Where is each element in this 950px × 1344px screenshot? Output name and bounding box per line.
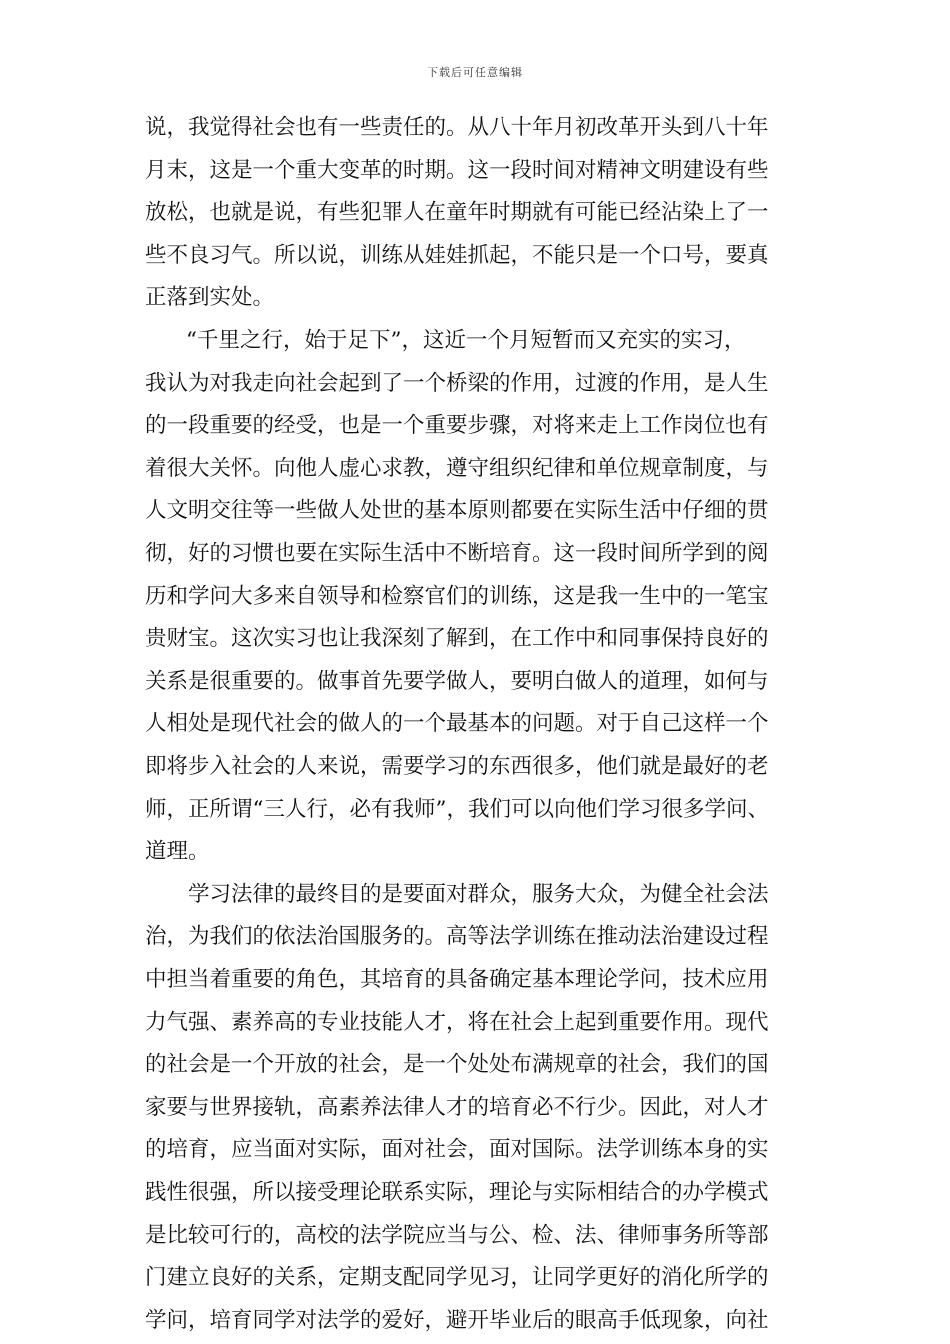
text-line: 治，为我们的依法治国服务的。高等法学训练在推动法治建设过程 — [145, 924, 769, 950]
text-line: 学习法律的最终目的是要面对群众，服务大众，为健全社会法 — [188, 881, 769, 907]
text-line: 人相处是现代社会的做人的一个最基本的问题。对于自己这样一个 — [145, 711, 769, 737]
text-line: 说，我觉得社会也有一些责任的。从八十年月初改革开头到八十年 — [145, 115, 769, 140]
text-line: “千里之行，始于足下”，这近一个月短暂而又充实的实习， — [186, 328, 746, 353]
text-line: 的社会是一个开放的社会，是一个处处布满规章的社会，我们的国 — [145, 1052, 769, 1078]
text-line: 贵财宝。这次实习也让我深刻了解到，在工作中和同事保持良好的 — [145, 626, 769, 652]
text-line: 着很大关怀。向他人虚心求教，遵守组织纪律和单位规章制度，与 — [145, 455, 769, 481]
text-line: 关系是很重要的。做事首先要学做人，要明白做人的道理，如何与 — [145, 668, 769, 694]
text-line: 家要与世界接轨，高素养法律人才的培育必不行少。因此，对人才 — [145, 1094, 769, 1120]
text-line: 的一段重要的经受，也是一个重要步骤，对将来走上工作岗位也有 — [145, 413, 769, 439]
page-header: 下载后可任意编辑 — [427, 66, 523, 79]
text-line: 彻，好的习惯也要在实际生活中不断培育。这一段时间所学到的阅 — [145, 541, 769, 566]
text-line: 人文明交往等一些做人处世的基本原则都要在实际生活中仔细的贯 — [145, 498, 769, 524]
text-line: 道理。 — [145, 839, 210, 865]
text-line: 放松，也就是说，有些犯罪人在童年时期就有可能已经沾染上了一 — [145, 200, 769, 226]
text-line: 的培育，应当面对实际，面对社会，面对国际。法学训练本身的实 — [145, 1137, 769, 1163]
text-line: 正落到实处。 — [145, 285, 275, 311]
text-line: 是比较可行的，高校的法学院应当与公、检、法、律师事务所等部 — [145, 1222, 769, 1248]
text-line: 力气强、素养高的专业技能人才，将在社会上起到重要作用。现代 — [145, 1009, 769, 1035]
text-line: 即将步入社会的人来说，需要学习的东西很多，他们就是最好的老 — [145, 754, 769, 779]
text-line: 历和学问大多来自领导和检察官们的训练，这是我一生中的一笔宝 — [145, 583, 769, 609]
text-line: 师，正所谓“三人行，必有我师”，我们可以向他们学习很多学问、 — [145, 796, 769, 822]
text-line: 门建立良好的关系，定期支配同学见习，让同学更好的消化所学的 — [145, 1265, 769, 1291]
text-line: 学问，培育同学对法学的爱好，避开毕业后的眼高手低现象，向社 — [145, 1307, 769, 1333]
text-line: 践性很强，所以接受理论联系实际，理论与实际相结合的办学模式 — [145, 1180, 769, 1205]
text-line: 月末，这是一个重大变革的时期。这一段时间对精神文明建设有些 — [145, 157, 769, 183]
text-line: 我认为对我走向社会起到了一个桥梁的作用，过渡的作用，是人生 — [145, 370, 769, 396]
text-line: 些不良习气。所以说，训练从娃娃抓起，不能只是一个口号，要真 — [145, 242, 769, 268]
text-line: 中担当着重要的角色，其培育的具备确定基本理论学问，技术应用 — [145, 967, 769, 992]
